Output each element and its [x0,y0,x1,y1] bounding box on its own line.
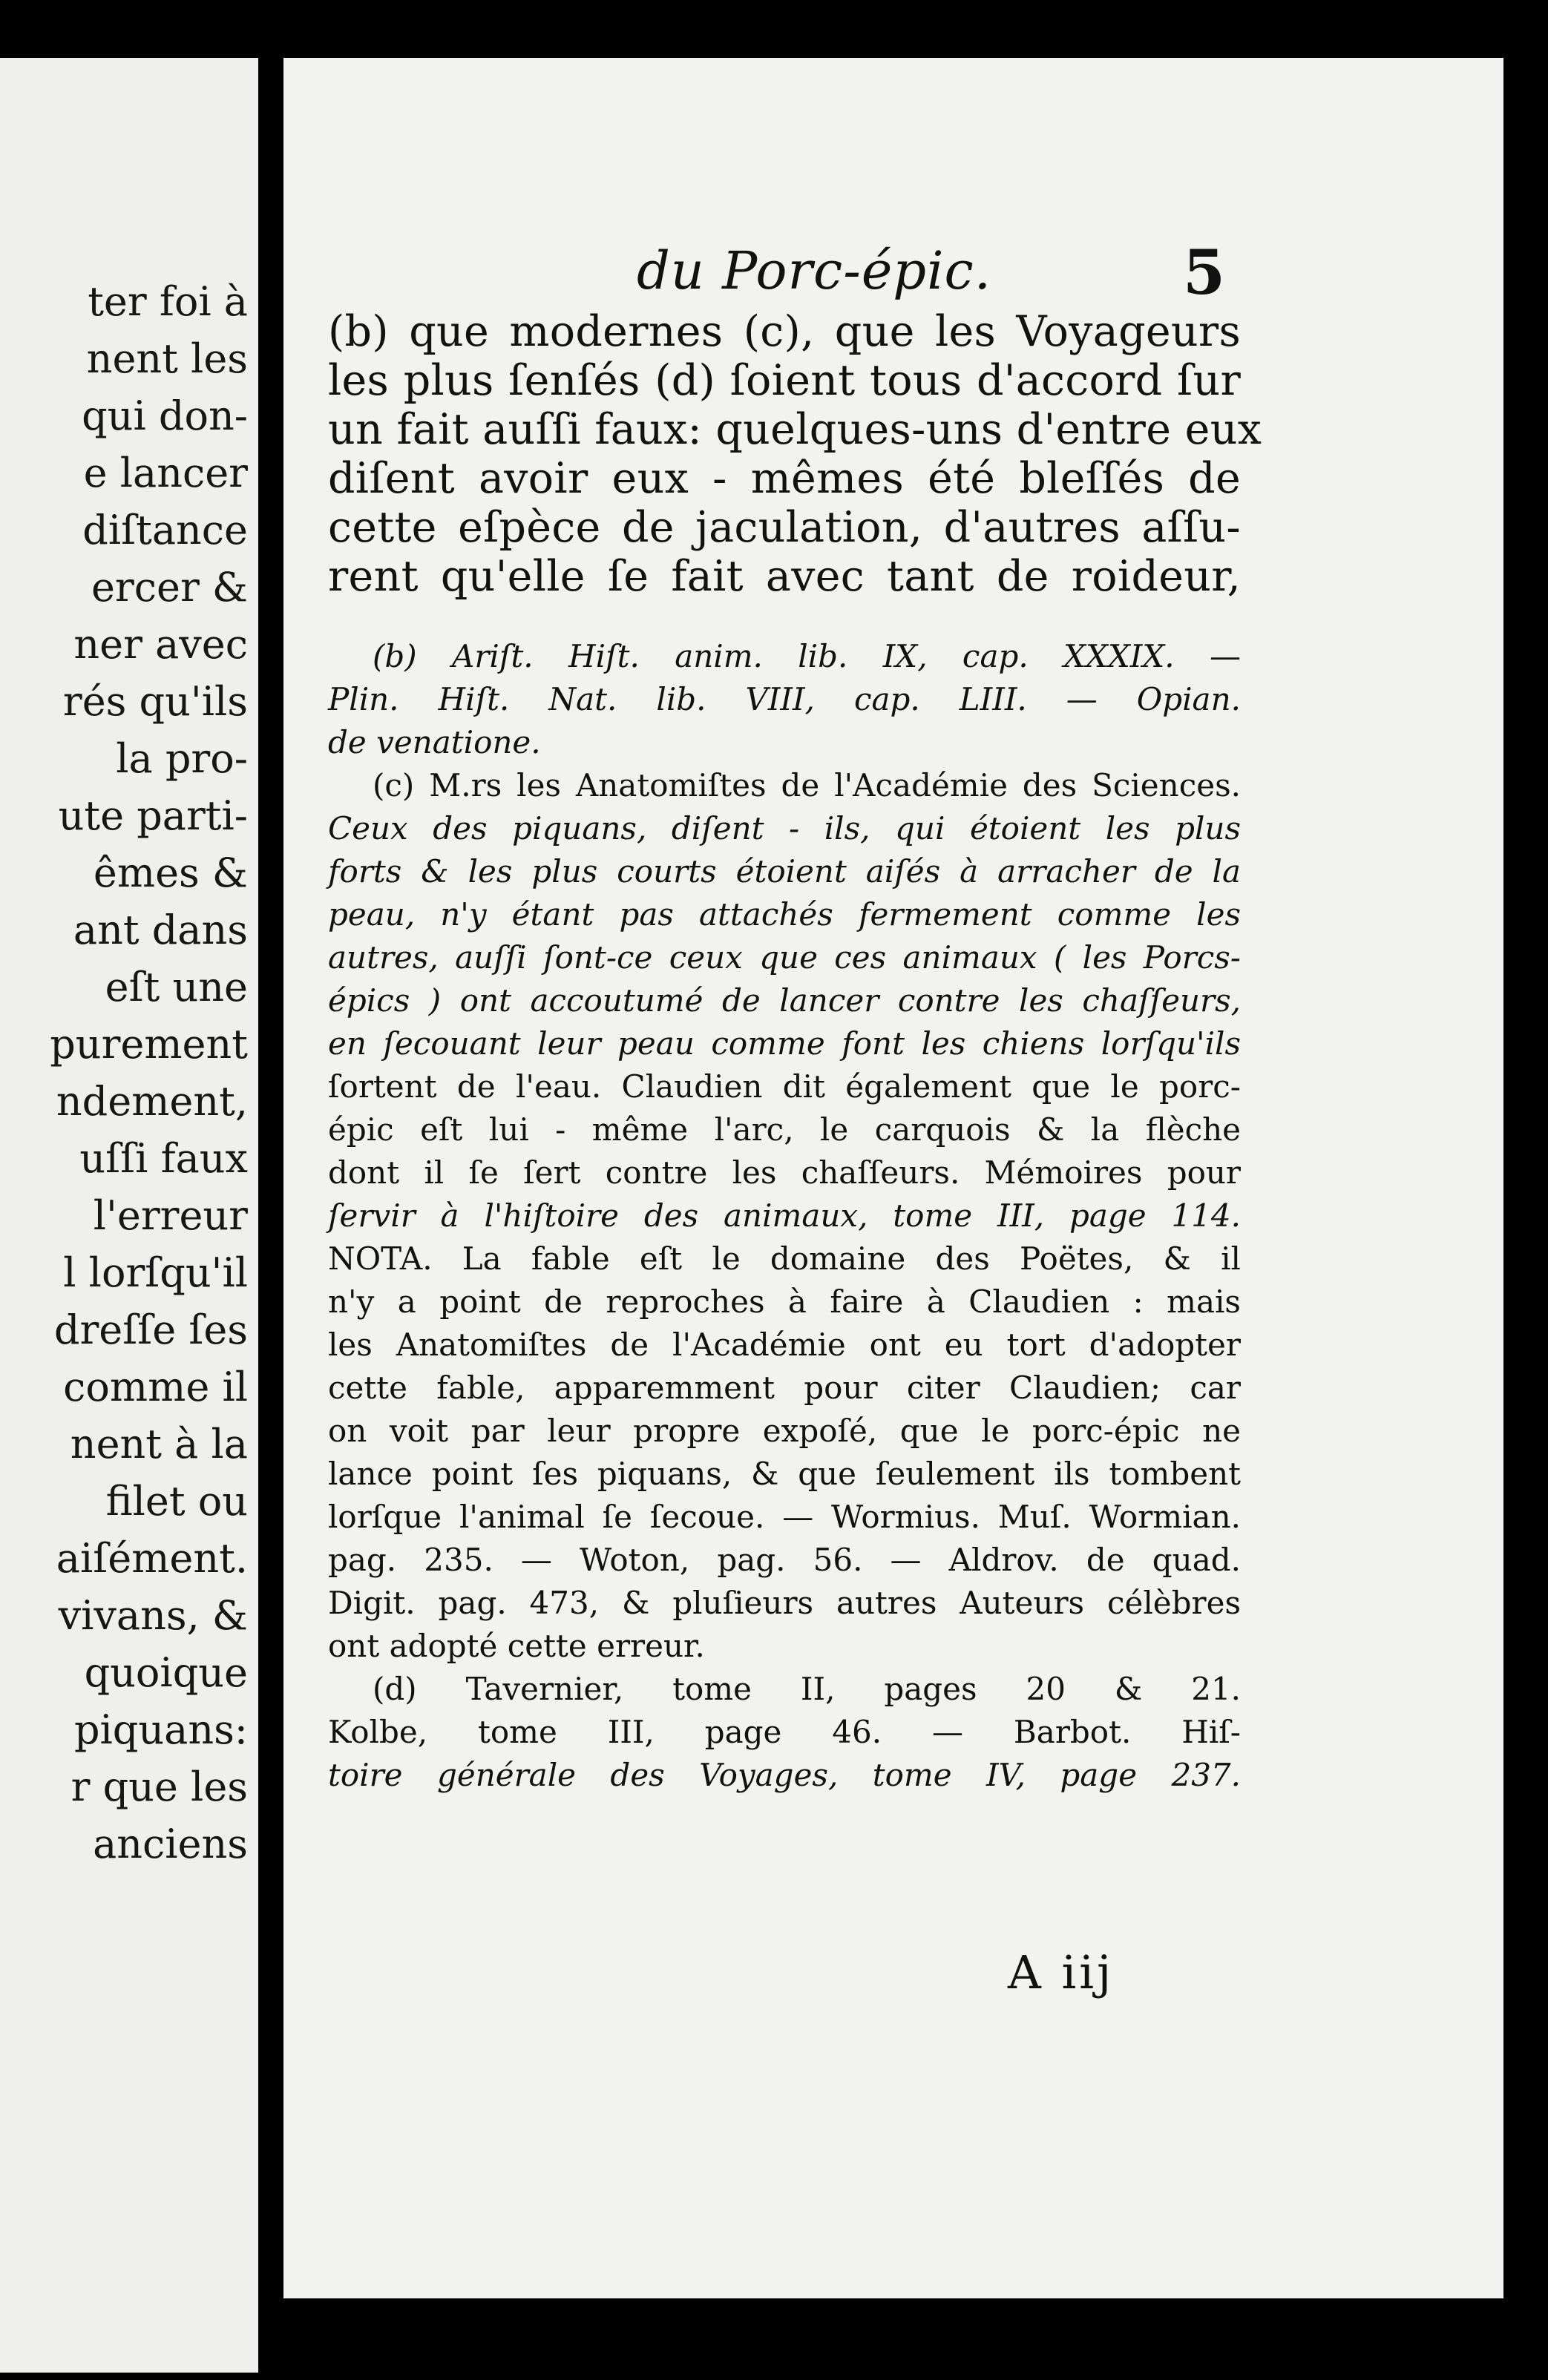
footnote-line: on voit par leur propre expoſé, que le porc-épic ne [328,1413,1241,1449]
footnote-line: lance point ſes piquans, & que ſeulement ils tombent [328,1456,1241,1492]
left-page-line: nent les [86,335,248,382]
footnote-line: ont adopté cette erreur. [328,1628,705,1664]
signature-mark: A iij [1008,1945,1115,1999]
footnote-line: Digit. pag. 473, & pluſieurs autres Auteurs célèbres [328,1585,1241,1621]
left-page-line: ndement, [56,1078,248,1125]
footnote-line: n'y a point de reproches à faire à Claudien : mais [328,1283,1241,1320]
left-page-line: ant dans [73,907,248,953]
left-page-line: dreſſe ſes [53,1306,248,1353]
footnote-line: cette fable, apparemment pour citer Claudien; car [328,1370,1241,1406]
footnote-line: Plin. Hiſt. Nat. lib. VIII, cap. LIII. — Opian. [328,681,1241,717]
footnotes [328,635,1241,1797]
body-line: les plus ſenſés (d) ſoient tous d'accord ſur [328,356,1241,405]
footnote-line: (b) Ariſt. Hiſt. anim. lib. IX, cap. XXXIX. — [373,638,1241,674]
footnote-line: Ceux des piquans, diſent - ils, qui étoient les plus [328,810,1241,847]
left-page-line: ute parti- [58,792,248,839]
left-page-line: purement [50,1021,248,1068]
left-page-line: ner avec [73,621,248,668]
footnote-line: ſervir à l'hiſtoire des animaux, tome III, page 114. [328,1197,1241,1234]
facing-page-left [0,58,258,2373]
left-page-line: quoique [84,1649,248,1696]
left-page-line: la pro- [116,735,248,782]
footnote-line: dont il ſe ſert contre les chaſſeurs. Mémoires pour [328,1154,1241,1191]
footnote-line: NOTA. La fable eſt le domaine des Poëtes, & il [328,1240,1241,1277]
footnote-line: (c) M.rs les Anatomiſtes de l'Académie des Sciences. [373,767,1241,803]
left-page-line: nent à la [70,1421,248,1467]
left-page-line: ter foi à [88,278,248,325]
left-page-line: filet ou [105,1478,248,1525]
footnote-line: pag. 235. — Woton, pag. 56. — Aldrov. de quad. [328,1542,1241,1578]
body-line: un fait auſſi faux: quelques-uns d'entre eux [328,405,1262,454]
footnote-line: Kolbe, tome III, page 46. — Barbot. Hiſ- [328,1714,1241,1750]
left-page-line: comme il [63,1364,248,1410]
footnote-line: lorſque l'animal ſe ſecoue. — Wormius. Muſ. Wormian. [328,1499,1241,1535]
footnote-line: peau, n'y étant pas attachés fermement comme les [328,896,1241,933]
left-page-line: ercer & [91,564,248,611]
left-page-line: anciens [93,1821,248,1867]
footnote-line: les Anatomiſtes de l'Académie ont eu tort d'adopter [328,1327,1241,1363]
left-page-line: l'erreur [93,1192,248,1239]
left-page-line: diſtance [82,507,248,553]
running-title: du Porc-épic. [637,240,991,301]
left-page-line: rés qu'ils [62,678,248,725]
footnote-line: toire générale des Voyages, tome IV, page 237. [328,1757,1241,1793]
body-line: rent qu'elle ſe fait avec tant de roideur, [328,552,1241,601]
footnote-b [328,635,1241,764]
body-text [328,307,1262,601]
left-page-line: r que les [70,1763,248,1810]
left-page-line: eſt une [105,964,248,1010]
body-line: (b) que modernes (c), que les Voyageurs [328,307,1241,356]
left-page-line: êmes & [93,849,248,896]
footnote-line: épics ) ont accoutumé de lancer contre les chaſſeurs, [328,982,1241,1019]
footnote-line: autres, auſſi ſont-ce ceux que ces animaux ( les Porcs- [328,939,1241,976]
left-page-line: aiſément. [56,1535,248,1582]
left-page-line: uſſi faux [79,1135,248,1182]
footnote-line: forts & les plus courts étoient aiſés à arracher de la [328,853,1241,890]
footnote-line: (d) Tavernier, tome II, pages 20 & 21. [373,1671,1241,1707]
footnote-line: de venatione. [328,724,541,760]
body-line: diſent avoir eux - mêmes été bleſſés de [328,454,1241,503]
book-page [283,58,1503,2298]
left-page-line: piquans: [73,1706,248,1753]
left-page-line: l lorſqu'il [63,1249,248,1296]
footnote-d [328,1668,1241,1797]
footnote-line: ſortent de l'eau. Claudien dit également que le porc- [328,1068,1241,1105]
page-header [283,237,1503,309]
left-page-line: qui don- [82,392,248,439]
footnote-line: en ſecouant leur peau comme font les chiens lorſqu'ils [328,1025,1241,1062]
footnote-line: épic eſt lui - même l'arc, le carquois & la flèche [328,1111,1241,1148]
body-line: cette eſpèce de jaculation, d'autres aſſu- [328,503,1241,552]
page-number: 5 [1183,237,1226,309]
footnote-c [328,764,1241,1668]
left-page-line: e lancer [83,450,248,496]
left-page-line: vivans, & [58,1592,248,1639]
